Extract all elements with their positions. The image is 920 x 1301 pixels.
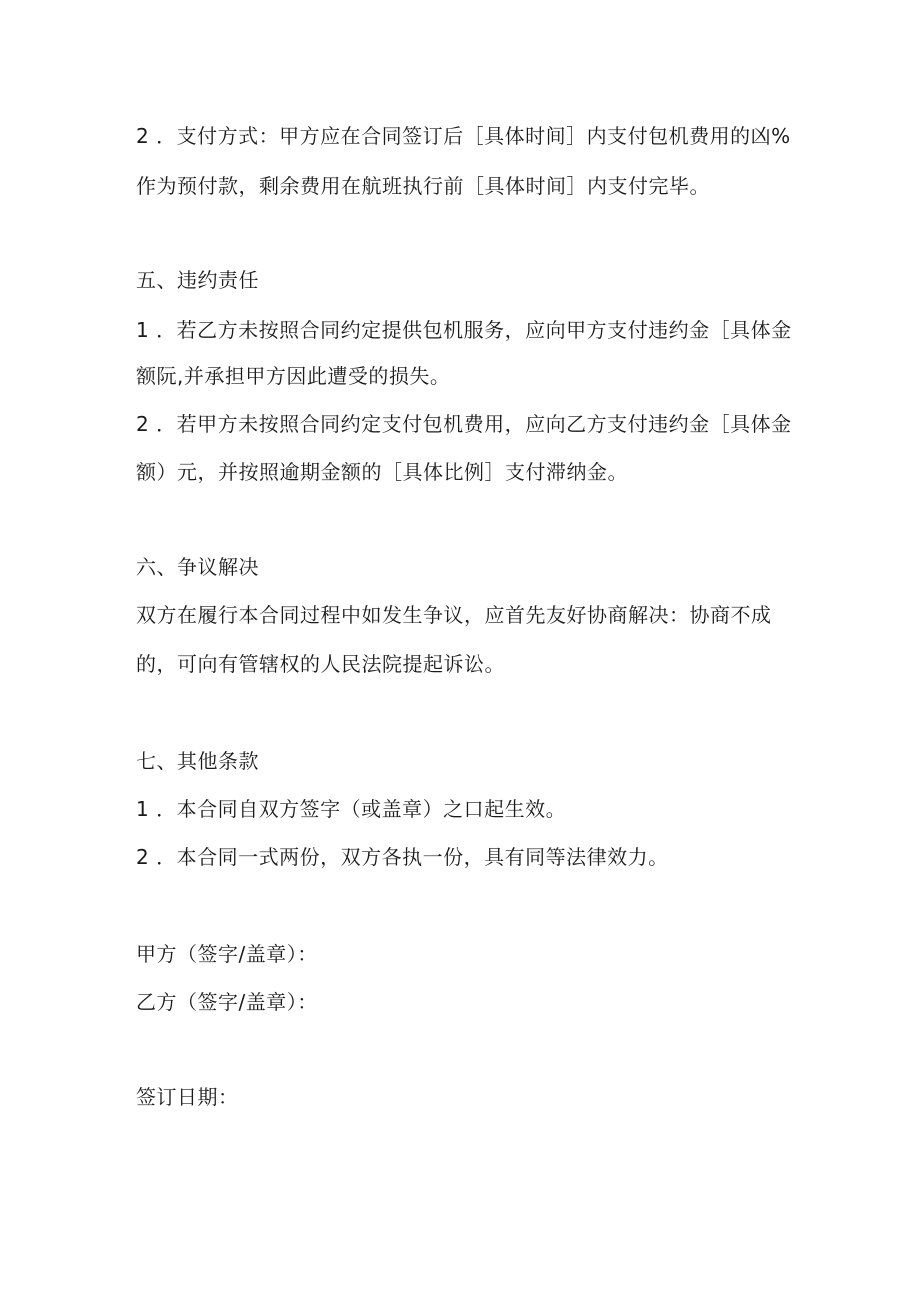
section-heading-other: 七、其他条款 bbox=[136, 749, 259, 773]
signing-date-label: 签订日期： bbox=[136, 1085, 239, 1109]
other-item-2: 2 ．本合同一式两份，双方各执一份，具有同等法律效力。 bbox=[136, 845, 669, 869]
breach-item-1-line-1: 1 ．若乙方未按照合同约定提供包机服务，应向甲方支付违约金［具体金 bbox=[136, 318, 792, 342]
dispute-line-2: 的，可向有管辖权的人民法院提起诉讼。 bbox=[136, 652, 505, 676]
breach-item-1-line-2: 额阮,并承担甲方因此遭受的损失。 bbox=[136, 364, 451, 388]
other-item-1: 1 ．本合同自双方签字（或盖章）之口起生效。 bbox=[136, 797, 567, 821]
payment-item-2-line-2: 作为预付款，剩余费用在航班执行前［具体时间］内支付完毕。 bbox=[136, 174, 710, 198]
signature-party-b: 乙方（签字/盖章）： bbox=[136, 990, 318, 1014]
breach-item-2-line-2: 额）元，并按照逾期金额的［具体比例］支付滞纳金。 bbox=[136, 460, 628, 484]
breach-item-2-line-1: 2 ．若甲方未按照合同约定支付包机费用，应向乙方支付违约金［具体金 bbox=[136, 412, 792, 436]
payment-item-2-line-1: 2 ．支付方式：甲方应在合同签订后［具体时间］内支付包机费用的凶% bbox=[136, 124, 791, 148]
signature-party-a: 甲方（签字/盖章）： bbox=[136, 942, 318, 966]
dispute-line-1: 双方在履行本合同过程中如发生争议，应首先友好协商解决：协商不成 bbox=[136, 603, 772, 627]
section-heading-dispute: 六、争议解决 bbox=[136, 555, 259, 579]
section-heading-breach: 五、违约责任 bbox=[136, 268, 259, 292]
